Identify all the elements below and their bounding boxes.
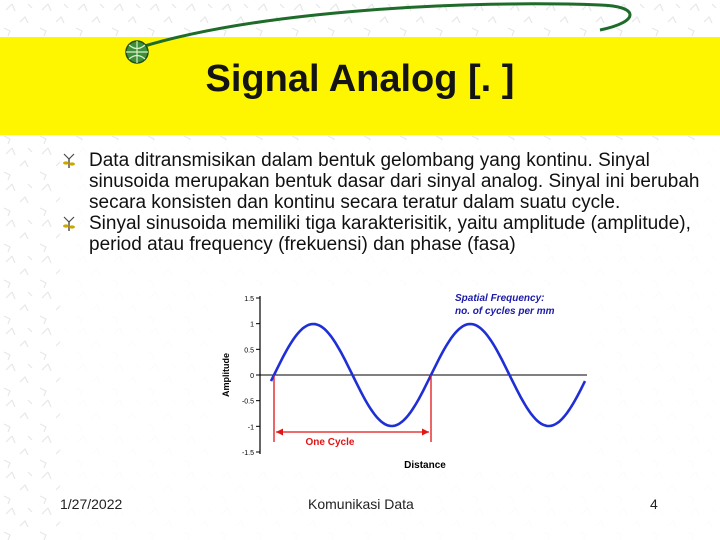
bullet-text: Data ditransmisikan dalam bentuk gelombang yang kontinu. Sinyal sinusoida merupakan bentuk dasar dari sinyal analog. Sinyal ini berubah secara konsisten dan kontinu secara teratur dalam suatu cycle. [89,150,700,213]
footer-title: Komunikasi Data [308,496,414,512]
page-number: 4 [650,496,658,512]
y-tick-label: -0.5 [241,398,254,406]
y-tick-label: 0 [250,373,254,380]
y-tick-label: 1.5 [244,296,254,303]
cycles-per-mm-label: no. of cycles per mm [455,306,555,317]
slide-title: Signal Analog [. ] [205,58,515,100]
bullet-text: Sinyal sinusoida memiliki tiga karakterisitik, yaitu amplitude (amplitude), period atau frequency (frekuensi) dan phase (fasa) [89,213,691,255]
x-axis-label: Distance [404,460,446,471]
flower-bullet-icon [60,215,78,233]
y-tick-label: 0.5 [244,347,254,355]
spatial-frequency-label: Spatial Frequency: [455,293,545,304]
sine-wave-figure [215,286,590,472]
flower-bullet-icon [60,152,78,170]
y-axis-label: Amplitude [221,353,231,397]
sine-wave-diagram [215,286,590,472]
y-tick-label: -1 [247,424,254,432]
bullet-item [60,150,700,213]
bullet-list [60,150,700,255]
one-cycle-label: One Cycle [305,437,355,448]
bullet-item [60,213,700,255]
footer-date: 1/27/2022 [60,496,123,512]
y-tick-label: 1 [250,321,254,329]
y-tick-label: -1.5 [241,450,254,457]
